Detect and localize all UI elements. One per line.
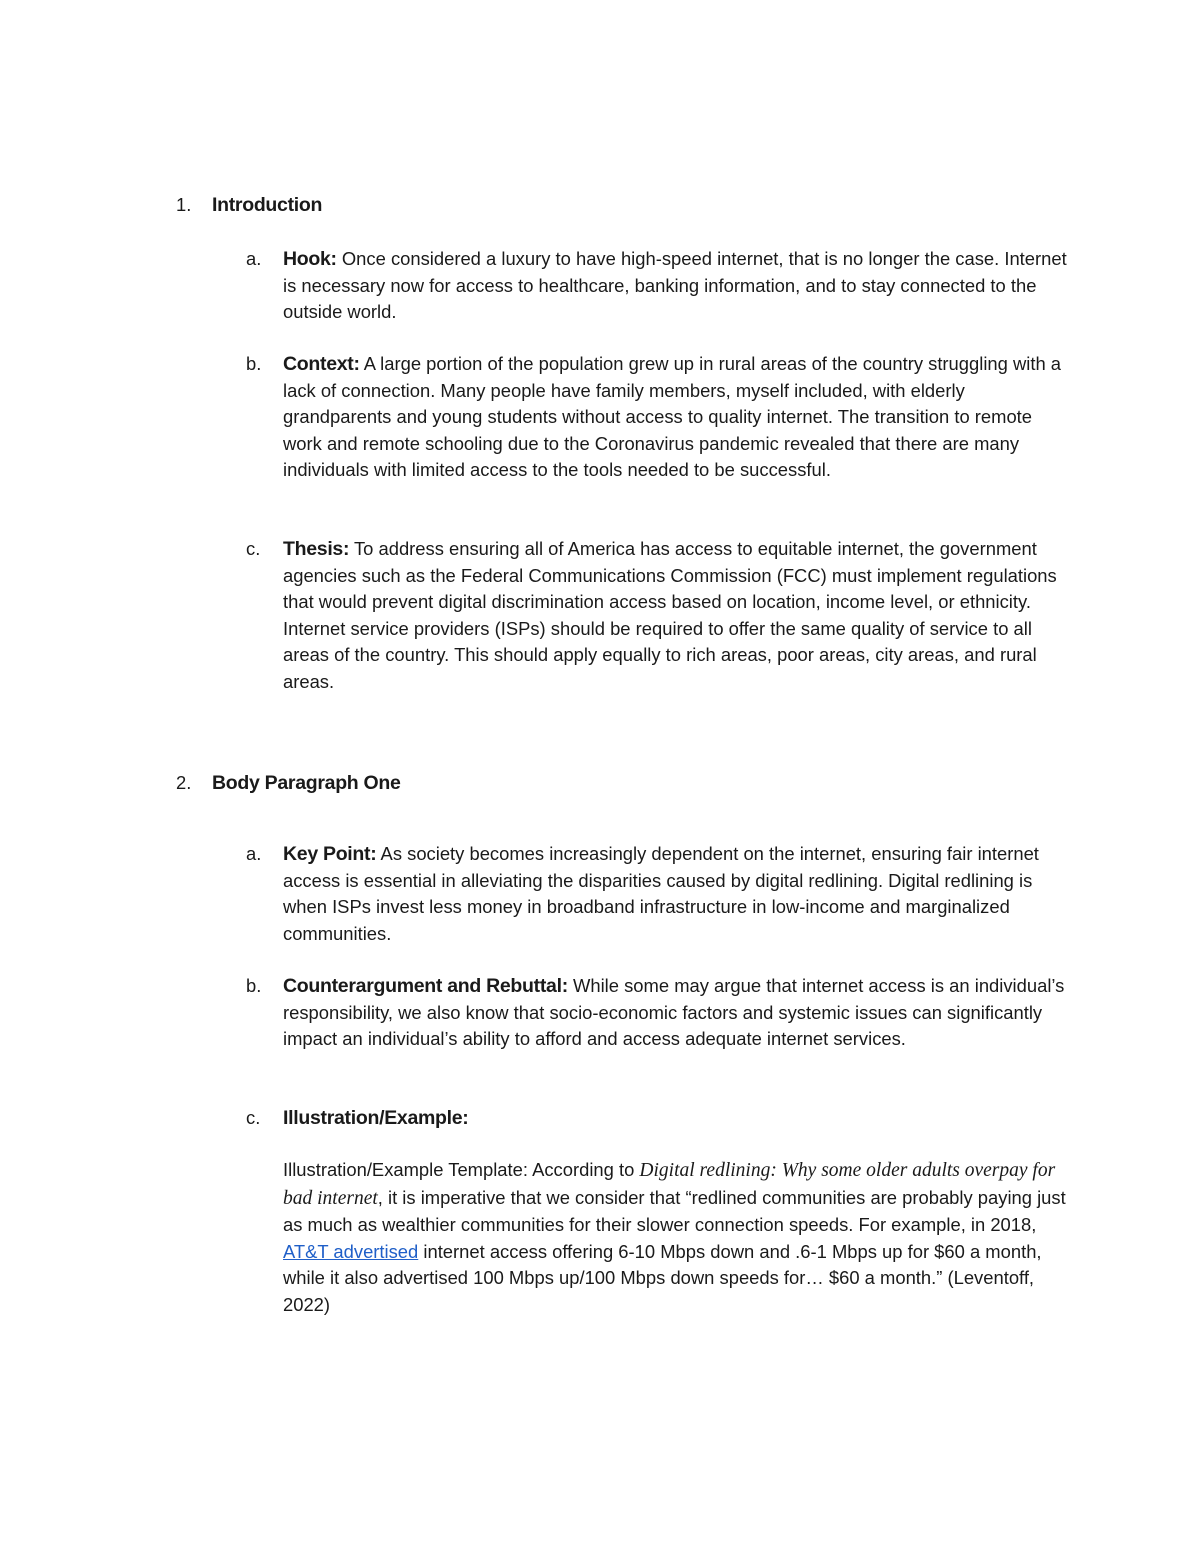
item-body (283, 841, 1073, 947)
item-text: As society becomes increasingly dependent on the internet, ensuring fair internet access is essential in alleviating the disparities caused by digital redlining. Digital redlining is when ISPs invest less money in broadband infrastructure in low-income and marginalized communities. (283, 843, 1039, 944)
item-letter: b. (246, 353, 262, 374)
template-suffix: internet access offering 6-10 Mbps down and .6-1 Mbps up for $60 a month, while it also advertised 100 Mbps up/100 Mbps down speeds for… $60 a month.” (Leventoff, 2022) (283, 1240, 1042, 1315)
illustration-template-paragraph (283, 1157, 1073, 1318)
item-label: Illustration/Example: (283, 1107, 469, 1129)
source-title: Digital redlining: Why some older adults overpay for bad internet (283, 1160, 1056, 1209)
item-label: Thesis: (283, 538, 350, 560)
item-body (283, 351, 1073, 484)
item-text: To address ensuring all of America has access to equitable internet, the government agencies such as the Federal Communications Commission (FCC) must implement regulations that would prevent digital discrimination access based on location, income level, or ethnicity. Internet service providers (ISPs) should be required to offer the same quality of service to all areas of the country. This should apply equally to rich areas, poor areas, city areas, and rural areas. (283, 538, 1057, 692)
section-title: Body Paragraph One (212, 772, 401, 794)
item-letter: b. (246, 975, 262, 996)
item-label: Hook: (283, 248, 337, 270)
item-body (283, 536, 1073, 695)
item-body (283, 1105, 1073, 1132)
item-label: Counterargument and Rebuttal: (283, 975, 568, 997)
item-letter: c. (246, 1107, 261, 1128)
section-title: Introduction (212, 194, 323, 216)
section-number: 1. (176, 194, 192, 215)
template-quote: , it is imperative that we consider that “redlined communities are probably paying just as much as wealthier communities for their slower connection speeds. For example, in 2018, (283, 1186, 1066, 1235)
item-body (283, 973, 1073, 1053)
item-text: While some may argue that internet access is an individual’s responsibility, we also know that socio-economic factors and systemic issues can significantly impact an individual’s ability to afford and access adequate internet services. (283, 975, 1065, 1049)
att-advertised-link[interactable]: AT&T advertised (283, 1240, 419, 1262)
item-body (283, 246, 1073, 326)
template-prefix: Illustration/Example Template: According to (283, 1159, 640, 1180)
item-letter: a. (246, 843, 262, 864)
item-label: Key Point: (283, 843, 377, 865)
item-text: A large portion of the population grew up in rural areas of the country struggling with a lack of connection. Many people have family members, myself included, with elderly grandparents and young students without access to quality internet. The transition to remote work and remote schooling due to the Coronavirus pandemic revealed that there are many individuals with limited access to the tools needed to be successful. (283, 353, 1062, 480)
item-label: Context: (283, 353, 360, 375)
item-letter: c. (246, 538, 261, 559)
item-letter: a. (246, 248, 262, 269)
item-text: Once considered a luxury to have high-speed internet, that is no longer the case. Internet is necessary now for access to healthcare, banking information, and to stay connected to the outside world. (283, 248, 1067, 322)
section-number: 2. (176, 772, 192, 793)
